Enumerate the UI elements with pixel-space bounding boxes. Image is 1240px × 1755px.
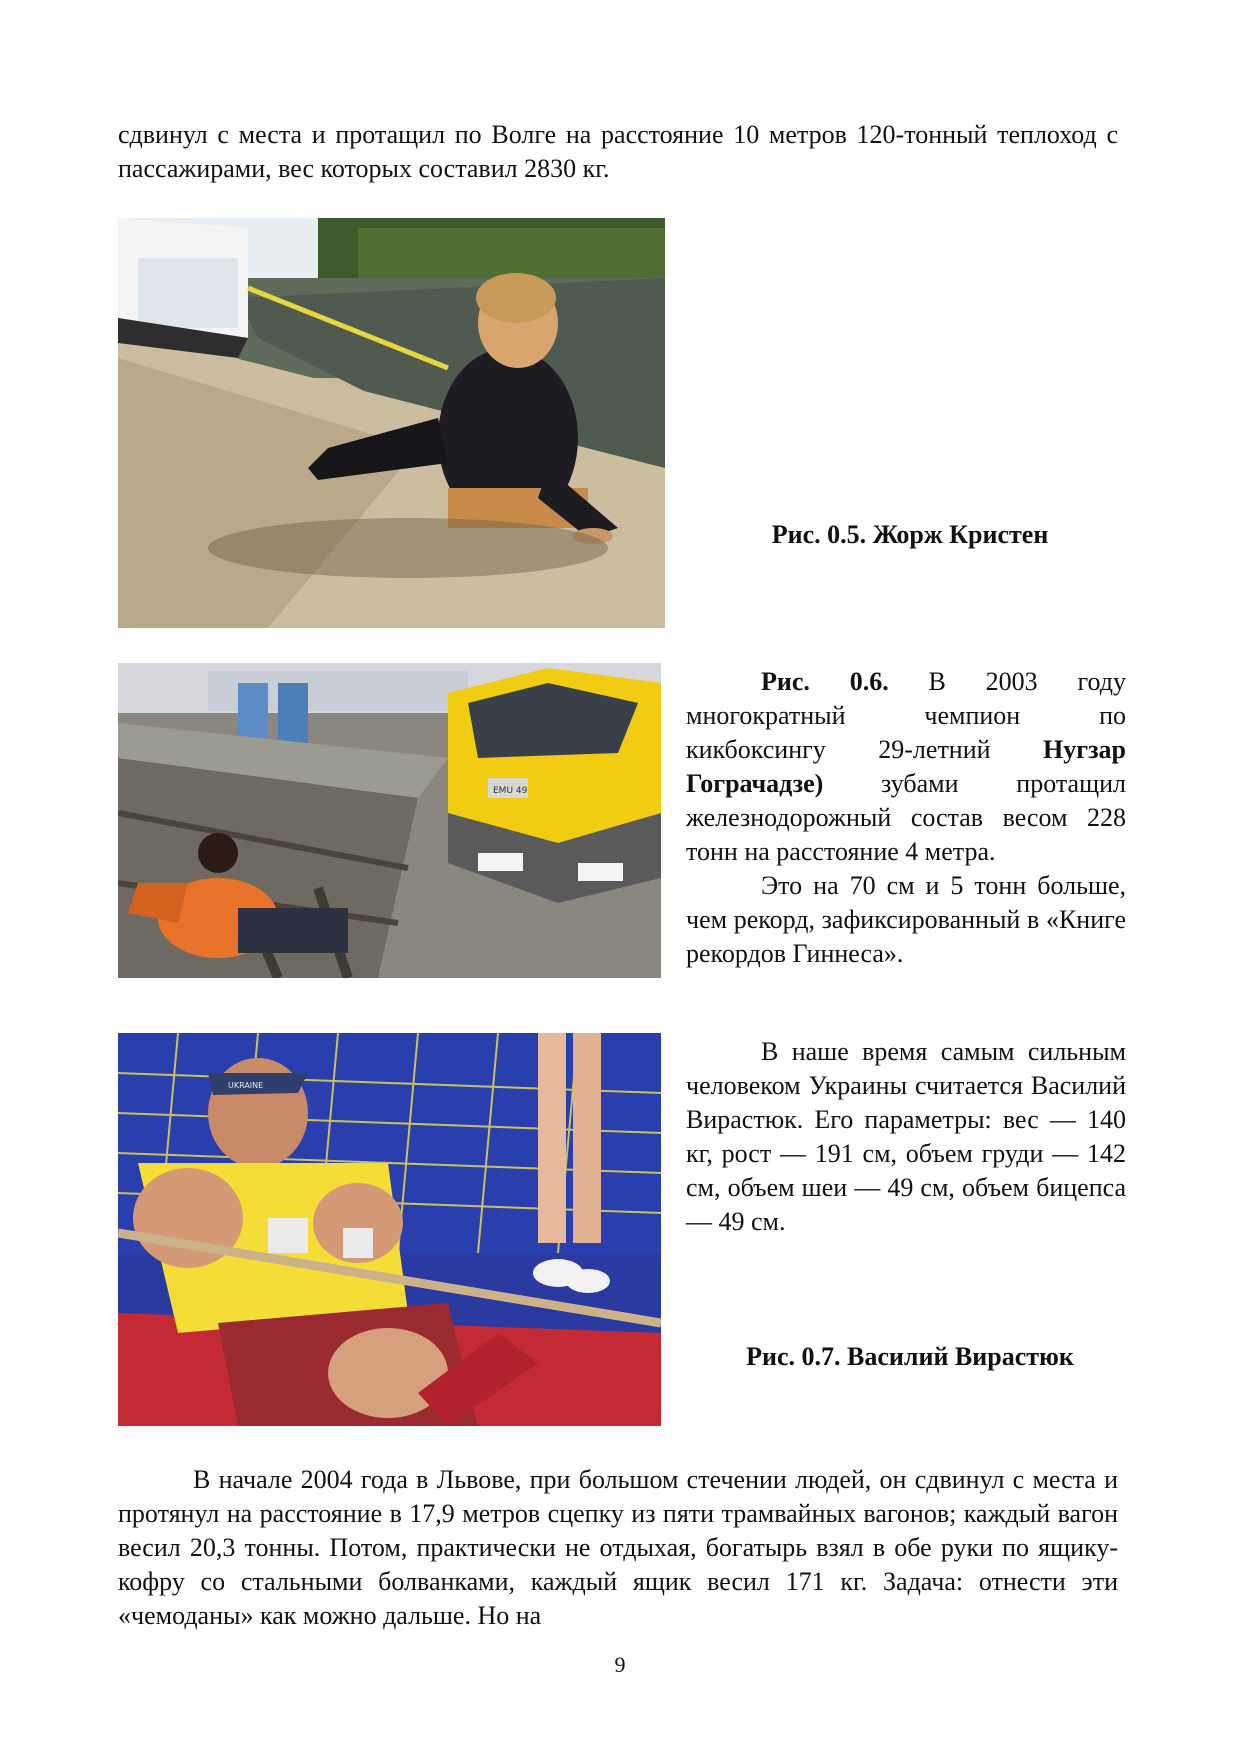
page-number: 9 [614, 1652, 626, 1677]
bottom-paragraph-text: В начале 2004 года в Львове, при большом стечении людей, он сдвинул с места и протянул на расстояние в 17,9 метров сцепку из пяти трамвайных вагонов; каждый вагон весил 20,3 тонны. Потом, практически не отдыхая, богатырь взял в обе руки по ящику-кофру со стальными болванками, каждый ящик весил 171 кг. Задача: отнести эти «чемоданы» как можно дальше. Но на [118, 1465, 1118, 1630]
photo-vasiliy-virastyuk [118, 1033, 661, 1426]
cap-text: UKRAINE [228, 1081, 264, 1090]
fig06-paragraph-2: Это на 70 см и 5 тонн больше, чем рекорд, зафиксированный в «Книге рекордов Гиннеса». [686, 871, 1126, 968]
fig06-text-b: зубами протащил железнодорожный состав весом 228 тонн на расстояние 4 метра. [686, 769, 1126, 866]
virastyuk-text [686, 1035, 1126, 1239]
photo-zhorzh-kristen [118, 218, 665, 628]
fig06-paragraph [686, 665, 1126, 869]
fig05-caption: Рис. 0.5. Жорж Кристен [771, 520, 1049, 549]
fig06-name: Нугзар Гограчадзе) [686, 735, 1126, 798]
fig06-label: Рис. 0.6. [761, 667, 889, 696]
virastyuk-paragraph: В наше время самым сильным человеком Украины считается Василий Вирастюк. Его параметры: вес — 140 кг, рост — 191 см, объем груди — 142 см, объем шеи — 49 см, объем бицепса — 49 см. [686, 1037, 1126, 1236]
top-paragraph-text: сдвинул с места и протащил по Волге на расстояние 10 метров 120-тонный теплоход с пассажирами, вес которых составил 2830 кг. [118, 120, 1118, 183]
bottom-paragraph [118, 1463, 1118, 1633]
fig06-text-a: В 2003 году многократный чемпион по кикбоксингу 29-летний [686, 667, 1126, 764]
train-number: EMU 49 [493, 786, 528, 796]
photo-train-pull [118, 663, 661, 978]
fig06-text [686, 665, 1126, 971]
top-paragraph [118, 118, 1118, 186]
fig07-caption: Рис. 0.7. Василий Вирастюк [746, 1342, 1074, 1371]
